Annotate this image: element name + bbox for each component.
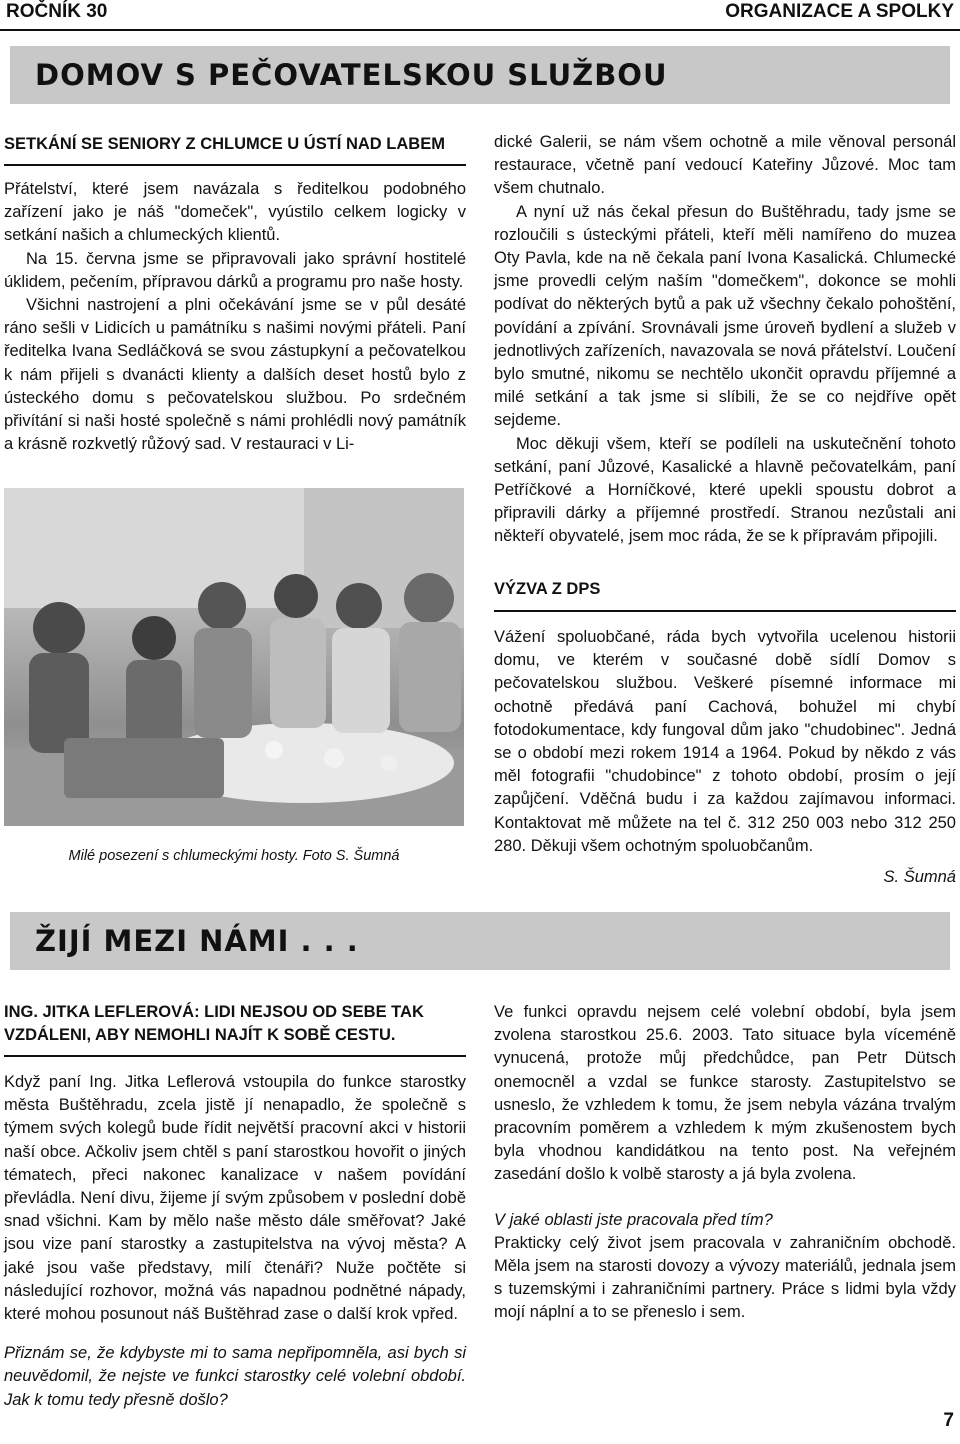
heading-rule [4,164,466,166]
header-rule [0,29,960,31]
paragraph: A nyní už nás čekal přesun do Buštěhradu, tady jsme se rozloučili s ústeckými přáteli, kteří měli namířeno do muzea Oty Pavla, kde na ně čekala paní Ivona Kasalická. Chlumecké jsme provedli celým naším "domečkem", dokonce se mohli podívat do některých bytů a pak už všechny čekalo pohoštění, povídání a zpívání. Srovnávali jsme úroveň bydlení a služeb v jednotlivých zařízeních, navazovala se nová přátelství. Loučení bylo smutné, nikomu se nechtělo ukončit opravdu příjemné a milé setkání a tak jsme si slíbili, že se co nejdříve opět sejdeme. [494,202,956,430]
section-title-dps: DOMOV S PEČOVATELSKOU SLUŽBOU [35,58,668,92]
photo-caption: Milé posezení s chlumeckými hosty. Foto S. Šumná [68,848,400,864]
article-heading-vyzva: VÝZVA Z DPS [494,580,601,598]
interview-right-column [494,1001,956,1325]
paragraph: Moc děkuji všem, kteří se podíleli na uskutečnění tohoto setkání, paní Jůzové, Kasalické a hlavně pečovatelkám, paní Petříčkové a Horníčkové, které upekli spoustu dobrot a připravili dárky a příjemné prostředí. Stranou nezůstali ani někteří obyvatelé, jsem moc ráda, že se k přípravám připojili. [494,434,956,546]
paragraph: Všichni nastrojení a plni očekávání jsme se v půl desáté ráno sešli v Lidicích u památníku s našimi novými přáteli. Paní ředitelka Ivana Sedláčková se svou zástupkyní a pečovatelkou k nám přijeli s dvanácti klienty a dalších deset hostů bylo z ústeckého domu s pečovatelskou službou. Po srdečném přivítání si naši hosté společně s námi prohlédli nový památník a krásně rozkvetlý růžový sad. V restauraci v Li- [4,296,466,454]
running-header-section: ORGANIZACE A SPOLKY [725,1,954,22]
article-signature: S. Šumná [883,868,956,886]
heading-rule [494,610,956,612]
interview-question: V jaké oblasti jste pracovala před tím? [494,1210,773,1229]
paragraph: Když paní Ing. Jitka Leflerová vstoupila do funkce starostky města Buštěhradu, zcela jistě jí nenapadlo, že společně s týmem svých kolegů bude řídit největší pracovní akci v historii naší obce. Ačkoliv jsem chtěl s paní starostkou hovořit o jiných tématech, přeci nakonec kanalizace v našem povídání převládla. Není divu, žijeme jí svým způsobem v poslední době snad všichni. Kam by mělo naše město dále směřovat? Jaké jsou vize paní starostky a zastupitelstva na vývoj města? A jaké jsou vaše představy, milí čtenáři? Nuže počtěte si následující rozhovor, možná vás napadnou podnětné nápady, které mohou posunout náš Buštěhrad zase o další krok vpřed. [4,1073,466,1324]
interview-heading: ING. JITKA LEFLEROVÁ: LIDI NEJSOU OD SEBE TAK VZDÁLENI, ABY NEMOHLI NAJÍT K SOBĚ CESTU. [4,1003,424,1044]
article-heading-setkani: SETKÁNÍ SE SENIORY Z CHLUMCE U ÚSTÍ NAD LABEM [4,135,445,153]
interview-answer: Prakticky celý život jsem pracovala v zahraničním obchodě. Měla jsem na starosti dovozy a vývozy materiálů, jednala jsem s tuzemskými i zahraničními partnery. Práce s lidmi byla vždy mojí náplní a to se přeneslo i sem. [494,1233,956,1322]
section-title-ziji: ŽIJÍ MEZI NÁMI . . . [35,924,359,958]
heading-rule [4,1055,466,1057]
article-setkani [4,133,466,456]
interview-question: Přiznám se, že kdybyste mi to sama nepřipomněla, asi bych si neuvědomil, že nejste ve funkci starostky celé volební období. Jak k tomu tedy přesně došlo? [4,1344,466,1409]
section-banner-ziji [10,912,950,970]
photo-seniors-gathering [4,488,464,826]
section-banner-dps [10,46,950,104]
interview-left-column [4,1001,466,1412]
article-vyzva [494,578,956,858]
interview-answer: Ve funkci opravdu nejsem celé volební období, byla jsem zvolena starostkou 25.6. 2003. Tato situace byla víceméně vynucená, protože můj předchůdce, pan Petr Dütsch onemocněl a vzdal se funkce starosty. Zastupitelstvo se usneslo, že vzhledem k tomu, že jsem nebyla vázána trvalým pracovním poměrem a vzhledem k mým zkušenostem bych byla vhodnou kandidátkou na tento post. Na veřejném zasedání došlo k volbě starosty a já byla zvolena. [494,1003,956,1184]
running-header-volume: ROČNÍK 30 [6,1,108,22]
article-setkani-continued [494,131,956,549]
paragraph: Na 15. června jsme se připravovali jako správní hostitelé úklidem, pečením, přípravou dárků a programu pro naše hosty. [4,249,466,291]
paragraph: Přátelství, které jsem navázala s ředitelkou podobného zařízení jako je náš "domeček", vyústilo celkem logicky v setkání našich a chlumeckých klientů. [4,180,466,245]
photo-illustration [4,488,464,826]
paragraph: Vážení spoluobčané, ráda bych vytvořila ucelenou historii domu, ve kterém v současné době sídlí Domov s pečovatelskou službou. Veškeré písemné informace mi ochotně předává paní Cachová, bohužel mi chybí fotodokumentace, kdy fungoval dům jako "chudobinec". Jedná se o období mezi rokem 1914 a 1964. Pokud by někdo z vás měl fotografii "chudobince" z tohoto období, prosím o její zapůjčení. Vděčná budu i za každou zajímavou informaci. Kontaktovat mě můžete na tel č. 312 250 003 nebo 312 250 280. Děkuji všem ochotným spoluobčanům. [494,628,956,855]
paragraph: dické Galerii, se nám všem ochotně a mile věnoval personál restaurace, včetně paní vedoucí Kateřiny Jůzové. Moc tam všem chutnalo. [494,133,956,198]
page-number: 7 [943,1410,954,1431]
